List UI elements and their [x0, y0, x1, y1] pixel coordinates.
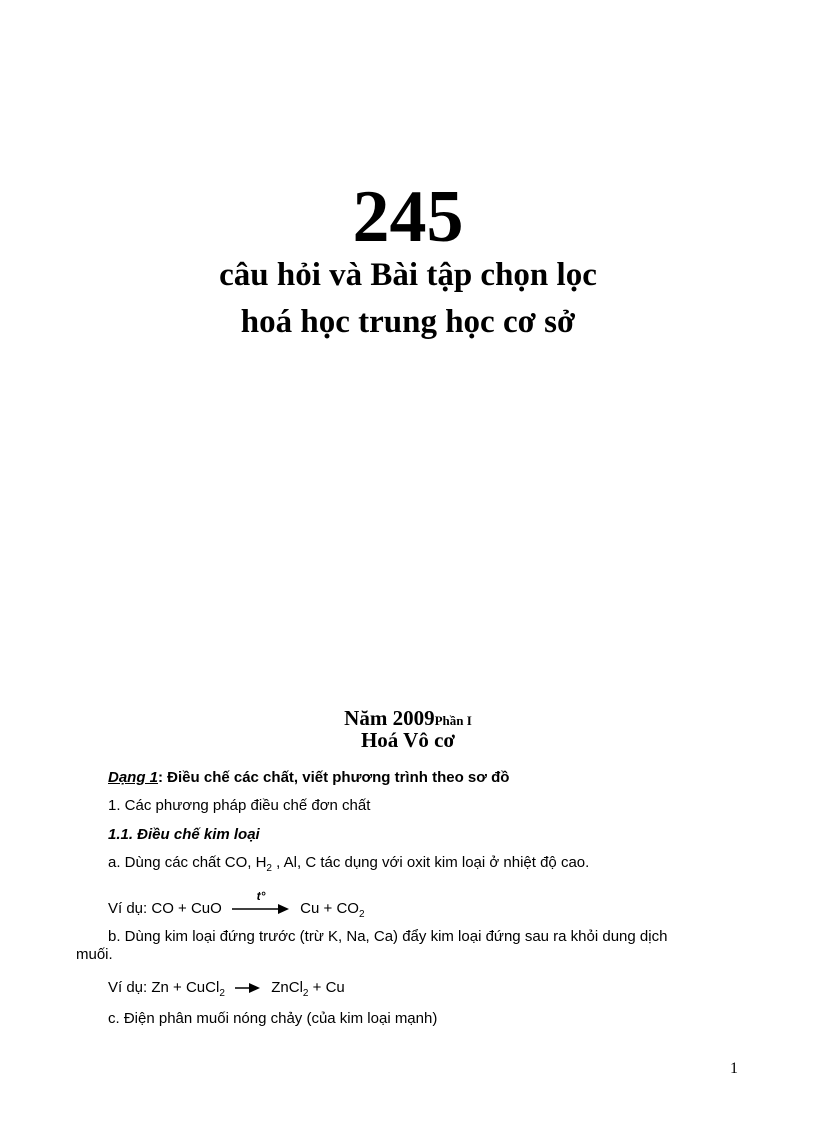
example-2-product-subscript: 2	[302, 988, 309, 999]
cover-number: 245	[352, 176, 464, 258]
item-a-before: a. Dùng các chất CO, H	[108, 854, 267, 871]
example-2-plus-cu: + Cu	[308, 979, 345, 996]
dang-lead: Dạng 1	[108, 769, 159, 786]
example-1-product-2-subscript: 2	[358, 909, 365, 920]
year-text: Năm 2009	[344, 706, 435, 730]
reaction-arrow-with-heat	[232, 889, 290, 915]
item-a-after: , Al, C tác dụng với oxit kim loại ở nhiệt độ cao.	[271, 854, 590, 871]
example-1-plus: +	[319, 900, 337, 917]
item-b-line-2: muối.	[76, 946, 113, 963]
cover-title-line-2: hoá học trung học cơ sở	[240, 304, 576, 340]
example-2-prefix: Ví dụ:	[108, 979, 148, 996]
right-arrow-icon	[232, 903, 290, 915]
item-b-line-1: b. Dùng kim loại đứng trước (trừ K, Na, Ca) đẩy kim loại đứng sau ra khỏi dung dịch	[108, 928, 668, 945]
example-2-reactant-subscript: 2	[219, 988, 225, 999]
example-2-reactants: Zn + CuCl	[151, 979, 220, 996]
method-title: 1. Các phương pháp điều chế đơn chất	[108, 797, 371, 814]
dang-text: : Điều chế các chất, viết phương trình theo sơ đồ	[158, 769, 510, 786]
page-number: 1	[730, 1060, 738, 1077]
item-c: c. Điện phân muối nóng chảy (của kim loại mạnh)	[108, 1010, 438, 1027]
dang-heading	[108, 769, 509, 787]
part-label: Phần I	[434, 713, 472, 728]
item-a-subscript: 2	[266, 863, 272, 874]
reaction-arrow	[235, 982, 261, 994]
example-1-product-1: Cu	[300, 900, 320, 917]
example-1	[108, 889, 365, 920]
section-title: Hoá Vô cơ	[360, 728, 456, 752]
subsection-title: 1.1. Điều chế kim loại	[108, 826, 260, 843]
cover-title-line-1: câu hỏi và Bài tập chọn lọc	[219, 257, 597, 293]
example-1-product-2: CO	[336, 900, 359, 917]
heat-condition-label: t°	[256, 889, 266, 904]
example-2	[108, 979, 345, 997]
example-1-reactants: CO + CuO	[151, 900, 222, 917]
example-2-product: ZnCl	[271, 979, 303, 996]
item-a	[108, 854, 589, 872]
right-arrow-icon	[235, 982, 261, 994]
example-1-prefix: Ví dụ:	[108, 900, 148, 917]
